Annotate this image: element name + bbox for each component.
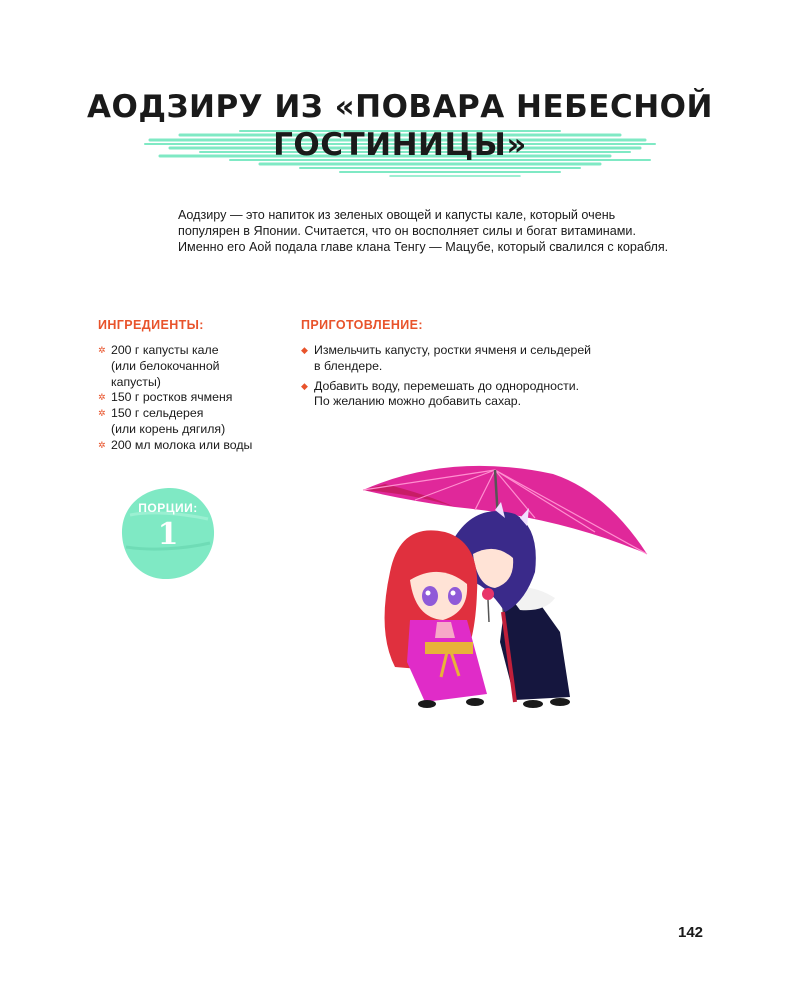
gear-icon: ✲ [98, 439, 106, 450]
chibi-characters-umbrella-illustration [355, 462, 655, 717]
portions-value: 1 [157, 517, 179, 552]
gear-icon: ✲ [98, 408, 106, 419]
recipe-title [0, 88, 800, 164]
title-line-2: ГОСТИНИЦЫ» [273, 127, 527, 163]
title-line-1: АОДЗИРУ ИЗ «ПОВАРА НЕБЕСНОЙ [87, 89, 713, 125]
recipe-intro: Аодзиру — это напиток из зеленых овощей и капусты кале, который очень популярен в Японии. Считается, что он восполняет силы и богат витаминами. Именно его Аой подала главе клана Тенгу — Мацубе, который свалился с корабля. [178, 208, 669, 254]
preparation-step: ◆ Измельчить капусту, ростки ячменя и сельдерей в блендере. [301, 343, 592, 373]
ingredient-item: ✲ 200 мл молока или воды [98, 437, 253, 452]
diamond-icon: ◆ [301, 380, 308, 391]
ingredients-list [98, 343, 288, 454]
preparation-heading: ПРИГОТОВЛЕНИЕ: [301, 318, 423, 332]
ingredient-item: ✲ 200 г капусты кале (или белокочанной капусты) [98, 343, 220, 389]
ingredient-item: ✲ 150 г сельдерея (или корень дягиля) [98, 406, 226, 436]
gear-icon: ✲ [98, 392, 106, 403]
ingredients-heading: ИНГРЕДИЕНТЫ: [98, 318, 204, 332]
gear-icon: ✲ [98, 345, 106, 355]
page-number: 142 [678, 924, 704, 941]
portions-label: ПОРЦИИ: [138, 501, 198, 515]
preparation-step: ◆ Добавить воду, перемешать до однородности. По желанию можно добавить сахар. [301, 378, 580, 409]
preparation-list [301, 343, 641, 414]
diamond-icon: ◆ [301, 345, 308, 355]
ingredient-item: ✲ 150 г ростков ячменя [98, 390, 233, 405]
